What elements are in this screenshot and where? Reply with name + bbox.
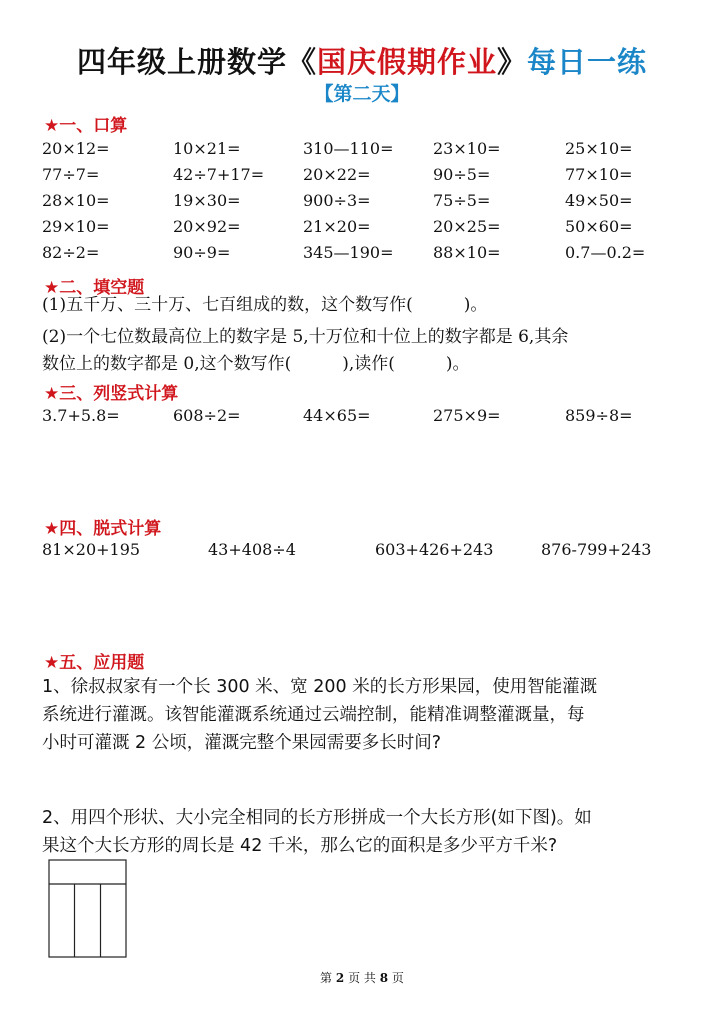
vertical-calc-item: 44×65=: [303, 406, 371, 425]
footer-prefix: 第: [320, 971, 333, 985]
vertical-calc-item: 859÷8=: [565, 406, 633, 425]
section1-heading: ★一、口算: [44, 116, 128, 136]
oral-calc-item: 50×60=: [565, 217, 633, 236]
oral-calc-item: 21×20=: [303, 217, 371, 236]
footer-page-number: 2: [335, 971, 345, 985]
fill-question-2-line2: 数位上的数字都是 0,这个数写作( ),读作( )。: [42, 354, 470, 374]
step-calc-item: 876-799+243: [541, 540, 652, 559]
oral-calc-item: 90÷9=: [173, 243, 231, 262]
vertical-calc-item: 3.7+5.8=: [42, 406, 120, 425]
section2-heading: ★二、填空题: [44, 278, 145, 298]
word-problem-1-line2: 系统进行灌溉。该智能灌溉系统通过云端控制，能精准调整灌溉量，每: [42, 705, 585, 725]
day-subtitle: 【第二天】: [314, 83, 410, 105]
oral-calc-item: 20×92=: [173, 217, 241, 236]
word-problem-2-line2: 果这个大长方形的周长是 42 千米，那么它的面积是多少平方千米?: [42, 836, 558, 856]
oral-calc-item: 28×10=: [42, 191, 110, 210]
oral-calc-item: 0.7—0.2=: [565, 243, 646, 262]
big-rectangle: [49, 860, 126, 957]
oral-calc-item: 90÷5=: [433, 165, 491, 184]
oral-calc-item: 42÷7+17=: [173, 165, 265, 184]
page-footer: [0, 969, 724, 986]
fill-question-1: (1)五千万、三十万、七百组成的数，这个数写作( )。: [42, 295, 488, 315]
oral-calc-item: 75÷5=: [433, 191, 491, 210]
oral-calc-item: 29×10=: [42, 217, 110, 236]
footer-total-pages: 8: [379, 971, 389, 985]
oral-calc-item: 10×21=: [173, 139, 241, 158]
oral-calc-item: 19×30=: [173, 191, 241, 210]
oral-calc-item: 23×10=: [433, 139, 501, 158]
footer-middle: 页 共: [348, 971, 376, 985]
step-calc-item: 43+408÷4: [208, 540, 296, 559]
oral-calc-item: 20×12=: [42, 139, 110, 158]
rectangle-diagram: [48, 859, 128, 959]
oral-calc-item: 82÷2=: [42, 243, 100, 262]
word-problem-2-line1: 2、用四个形状、大小完全相同的长方形拼成一个大长方形(如下图)。如: [42, 808, 592, 828]
step-calc-item: 603+426+243: [375, 540, 494, 559]
section4-heading: ★四、脱式计算: [44, 519, 162, 539]
title-highlight: 国庆假期作业: [316, 45, 497, 79]
oral-calc-item: 25×10=: [565, 139, 633, 158]
word-problem-1-line1: 1、徐叔叔家有一个长 300 米、宽 200 米的长方形果园，使用智能灌溉: [42, 677, 598, 697]
footer-suffix: 页: [391, 971, 404, 985]
word-problem-1-line3: 小时可灌溉 2 公顷，灌溉完整个果园需要多长时间?: [42, 733, 442, 753]
section3-heading: ★三、列竖式计算: [44, 384, 179, 404]
oral-calc-item: 77×10=: [565, 165, 633, 184]
title-part4: 每日一练: [527, 45, 648, 79]
oral-calc-item: 20×25=: [433, 217, 501, 236]
step-calc-item: 81×20+195: [42, 540, 141, 559]
vertical-calc-item: 275×9=: [433, 406, 501, 425]
oral-calc-item: 77÷7=: [42, 165, 100, 184]
oral-calc-item: 900÷3=: [303, 191, 371, 210]
oral-calc-item: 88×10=: [433, 243, 501, 262]
section5-heading: ★五、应用题: [44, 653, 145, 673]
oral-calc-item: 20×22=: [303, 165, 371, 184]
title-part3: 》: [497, 45, 528, 79]
vertical-calc-item: 608÷2=: [173, 406, 241, 425]
page-title: [0, 40, 724, 81]
oral-calc-item: 49×50=: [565, 191, 633, 210]
title-part1: 四年级上册数学《: [76, 45, 317, 79]
oral-calc-item: 345—190=: [303, 243, 394, 262]
fill-question-2-line1: (2)一个七位数最高位上的数字是 5,十万位和十位上的数字都是 6,其余: [42, 327, 569, 347]
oral-calc-item: 310—110=: [303, 139, 394, 158]
